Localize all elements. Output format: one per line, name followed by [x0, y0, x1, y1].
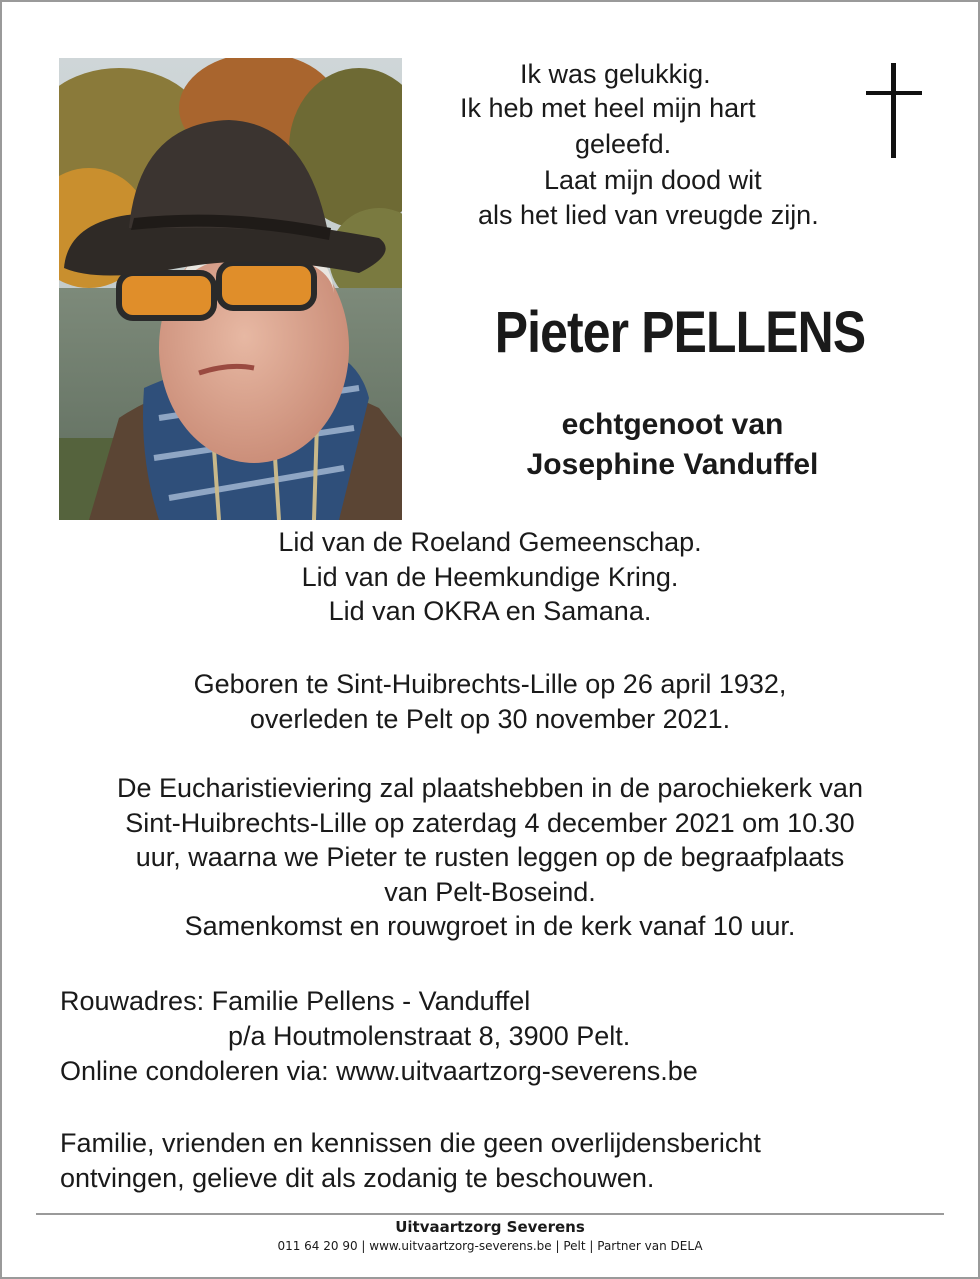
notice-line: ontvingen, gelieve dit als zodanig te beschouwen. — [60, 1163, 655, 1193]
footer-divider — [36, 1213, 944, 1215]
ceremony-line: uur, waarna we Pieter te rusten leggen op de begraafplaats — [135, 842, 845, 872]
membership-line: Lid van de Roeland Gemeenschap. — [278, 527, 702, 557]
cross-icon — [866, 63, 922, 158]
notice-line: Familie, vrienden en kennissen die geen overlijdensbericht — [60, 1128, 761, 1158]
portrait-photo — [59, 58, 402, 520]
ceremony-line: van Pelt-Boseind. — [384, 876, 596, 907]
birth-death-dates — [40, 667, 940, 736]
poem-line: Laat mijn dood wit — [544, 165, 762, 195]
relation-label: echtgenoot van — [561, 408, 784, 441]
ceremony-line: De Eucharistieviering zal plaatshebben in de parochiekerk van — [117, 773, 863, 803]
footer-contact[interactable]: 011 64 20 90 | www.uitvaartzorg-severens.be | Pelt | Partner van DELA — [277, 1239, 703, 1253]
mourning-address — [60, 984, 960, 1089]
notice — [60, 1126, 960, 1196]
deceased-name: Pieter PELLENS — [494, 300, 866, 365]
address-line: Rouwadres: Familie Pellens - Vanduffel — [60, 986, 531, 1016]
footer-company: Uitvaartzorg Severens — [395, 1218, 585, 1236]
ceremony-line: Sint-Huibrechts-Lille op zaterdag 4 december 2021 om 10.30 — [125, 807, 855, 838]
address-line: p/a Houtmolenstraat 8, 3900 Pelt. — [228, 1021, 631, 1051]
poem-line: geleefd. — [575, 129, 672, 159]
poem-line: als het lied van vreugde zijn. — [478, 200, 819, 230]
ceremony-info — [40, 771, 940, 944]
birth-line: Geboren te Sint-Huibrechts-Lille op 26 april 1932, — [193, 669, 787, 699]
death-line: overleden te Pelt op 30 november 2021. — [249, 703, 731, 734]
poem-line: Ik heb met heel mijn hart — [460, 93, 756, 123]
poem-line: Ik was gelukkig. — [520, 59, 711, 89]
membership-line: Lid van OKRA en Samana. — [328, 596, 652, 626]
condolence-link[interactable]: Online condoleren via: www.uitvaartzorg-severens.be — [60, 1056, 698, 1086]
ceremony-line: Samenkomst en rouwgroet in de kerk vanaf 10 uur. — [184, 911, 796, 941]
membership-line: Lid van de Heemkundige Kring. — [301, 561, 679, 592]
spouse-info — [420, 405, 925, 485]
spouse-name: Josephine Vanduffel — [526, 448, 819, 481]
memberships — [40, 525, 940, 629]
